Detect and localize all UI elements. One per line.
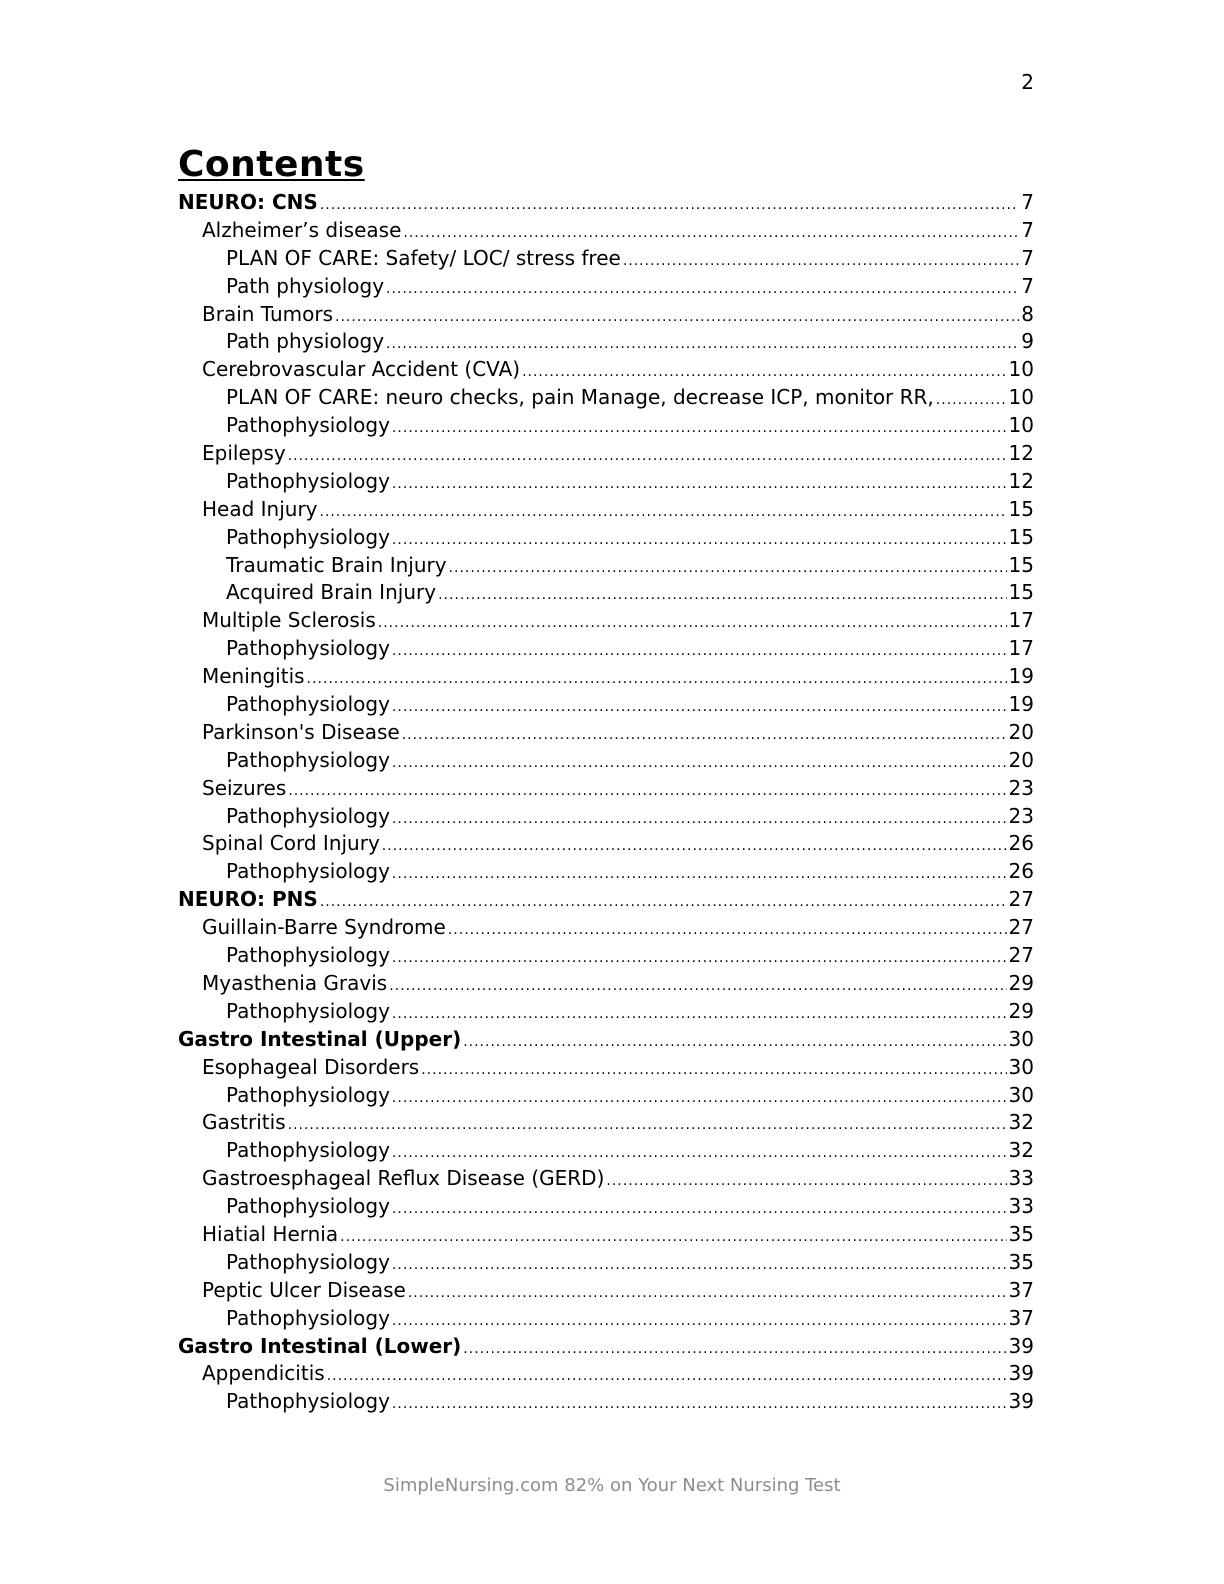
toc-entry-label: Traumatic Brain Injury <box>226 552 447 577</box>
toc-dot-leader <box>307 663 1007 691</box>
toc-entry-page: 10 <box>1008 357 1034 382</box>
toc-entry-label: Acquired Brain Injury <box>226 580 437 605</box>
toc-entry[interactable] <box>178 1333 1034 1361</box>
toc-entry[interactable] <box>178 1054 1034 1082</box>
toc-entry-page: 30 <box>1008 1082 1034 1107</box>
toc-dot-leader <box>392 468 1007 496</box>
toc-entry-page: 15 <box>1008 552 1034 577</box>
toc-dot-leader <box>402 719 1007 747</box>
toc-dot-leader <box>936 384 1007 412</box>
toc-dot-leader <box>392 1249 1007 1277</box>
toc-entry-label: Multiple Sclerosis <box>202 608 376 633</box>
toc-entry-page: 37 <box>1008 1305 1034 1330</box>
toc-entry-page: 7 <box>1021 245 1034 270</box>
toc-entry-page: 29 <box>1008 970 1034 995</box>
toc-entry[interactable] <box>178 1165 1034 1193</box>
toc-entry[interactable] <box>178 245 1034 273</box>
toc-dot-leader <box>320 189 1019 217</box>
toc-entry[interactable] <box>178 775 1034 803</box>
toc-entry-page: 33 <box>1008 1194 1034 1219</box>
toc-entry-page: 15 <box>1008 524 1034 549</box>
toc-dot-leader <box>392 1305 1007 1333</box>
toc-entry-page: 27 <box>1008 943 1034 968</box>
toc-entry-label: Pathophysiology <box>226 1138 390 1163</box>
toc-entry[interactable] <box>178 217 1034 245</box>
toc-entry-page: 7 <box>1021 190 1034 214</box>
toc-entry[interactable] <box>178 1193 1034 1221</box>
toc-entry[interactable] <box>178 858 1034 886</box>
toc-entry-label: Pathophysiology <box>226 692 390 717</box>
toc-entry-label: Pathophysiology <box>226 636 390 661</box>
toc-entry-label: Gastro Intestinal (Upper) <box>178 1026 462 1051</box>
toc-entry[interactable] <box>178 440 1034 468</box>
toc-entry-page: 26 <box>1008 859 1034 884</box>
toc-dot-leader <box>378 607 1007 635</box>
toc-dot-leader <box>392 1193 1007 1221</box>
toc-entry[interactable] <box>178 384 1034 412</box>
toc-dot-leader <box>386 273 1019 301</box>
toc-entry[interactable] <box>178 412 1034 440</box>
toc-entry-label: Pathophysiology <box>226 413 390 438</box>
toc-entry-page: 20 <box>1008 719 1034 744</box>
toc-dot-leader <box>408 1277 1007 1305</box>
toc-entry[interactable] <box>178 1360 1034 1388</box>
toc-entry[interactable] <box>178 914 1034 942</box>
toc-dot-leader <box>449 552 1007 580</box>
toc-entry[interactable] <box>178 273 1034 301</box>
toc-dot-leader <box>392 1388 1007 1416</box>
toc-entry-label: Pathophysiology <box>226 1389 390 1414</box>
toc-entry-page: 30 <box>1008 1026 1034 1051</box>
toc-entry-page: 15 <box>1008 496 1034 521</box>
toc-entry-label: Gastritis <box>202 1110 286 1135</box>
toc-entry-page: 17 <box>1008 636 1034 661</box>
toc-dot-leader <box>392 998 1007 1026</box>
toc-entry[interactable] <box>178 1305 1034 1333</box>
toc-entry-page: 8 <box>1021 301 1034 326</box>
toc-entry-label: Alzheimer’s disease <box>202 217 402 242</box>
toc-entry-page: 12 <box>1008 468 1034 493</box>
toc-entry-label: Pathophysiology <box>226 998 390 1023</box>
toc-entry[interactable] <box>178 998 1034 1026</box>
toc-entry-page: 10 <box>1008 385 1034 410</box>
toc-entry-label: Epilepsy <box>202 441 286 466</box>
toc-dot-leader <box>623 245 1019 273</box>
toc-entry[interactable] <box>178 1277 1034 1305</box>
toc-dot-leader <box>392 1137 1007 1165</box>
toc-entry-label: Pathophysiology <box>226 1082 390 1107</box>
toc-entry[interactable] <box>178 635 1034 663</box>
toc-dot-leader <box>382 830 1007 858</box>
toc-entry-page: 32 <box>1008 1110 1034 1135</box>
toc-entry-page: 27 <box>1008 887 1034 912</box>
toc-dot-leader <box>438 579 1006 607</box>
toc-dot-leader <box>448 914 1007 942</box>
toc-entry-page: 23 <box>1008 775 1034 800</box>
toc-entry[interactable] <box>178 301 1034 329</box>
toc-entry-page: 26 <box>1008 831 1034 856</box>
toc-entry[interactable] <box>178 747 1034 775</box>
toc-entry-page: 30 <box>1008 1054 1034 1079</box>
toc-entry-label: PLAN OF CARE: neuro checks, pain Manage, decrease ICP, monitor RR, <box>226 385 934 410</box>
toc-entry[interactable] <box>178 468 1034 496</box>
toc-dot-leader <box>320 886 1007 914</box>
toc-entry[interactable] <box>178 189 1034 217</box>
toc-entry-page: 7 <box>1021 217 1034 242</box>
toc-entry[interactable] <box>178 1388 1034 1416</box>
toc-entry-label: Pathophysiology <box>226 747 390 772</box>
toc-dot-leader <box>392 635 1007 663</box>
toc-entry-label: Pathophysiology <box>226 524 390 549</box>
toc-dot-leader <box>386 328 1019 356</box>
toc-entry-label: Gastroesphageal Reflux Disease (GERD) <box>202 1166 605 1191</box>
toc-entry-page: 12 <box>1008 441 1034 466</box>
toc-entry[interactable] <box>178 663 1034 691</box>
toc-entry-page: 39 <box>1008 1361 1034 1386</box>
toc-entry-label: Pathophysiology <box>226 943 390 968</box>
toc-entry-label: Esophageal Disorders <box>202 1054 420 1079</box>
toc-dot-leader <box>320 496 1007 524</box>
toc-entry[interactable] <box>178 1082 1034 1110</box>
toc-dot-leader <box>288 1109 1007 1137</box>
toc-entry[interactable] <box>178 1249 1034 1277</box>
toc-entry-page: 33 <box>1008 1166 1034 1191</box>
toc-entry-label: Pathophysiology <box>226 803 390 828</box>
toc-entry-label: Pathophysiology <box>226 859 390 884</box>
toc-entry-page: 39 <box>1008 1333 1034 1358</box>
toc-dot-leader <box>340 1221 1006 1249</box>
toc-entry-label: Pathophysiology <box>226 1305 390 1330</box>
toc-entry-label: Pathophysiology <box>226 1194 390 1219</box>
toc-entry-label: Path physiology <box>226 273 385 298</box>
toc-dot-leader <box>392 803 1007 831</box>
toc-entry-label: Brain Tumors <box>202 301 334 326</box>
toc-entry[interactable] <box>178 691 1034 719</box>
toc-dot-leader <box>392 858 1007 886</box>
toc-dot-leader <box>335 301 1019 329</box>
toc-entry[interactable] <box>178 552 1034 580</box>
toc-dot-leader <box>389 970 1006 998</box>
toc-entry-label: Myasthenia Gravis <box>202 970 388 995</box>
toc-entry-page: 27 <box>1008 915 1034 940</box>
toc-entry-page: 37 <box>1008 1277 1034 1302</box>
toc-entry-page: 7 <box>1021 273 1034 298</box>
toc-entry-label: Peptic Ulcer Disease <box>202 1277 406 1302</box>
toc-dot-leader <box>463 1026 1006 1054</box>
toc-entry[interactable] <box>178 886 1034 914</box>
table-of-contents <box>178 189 1034 1416</box>
toc-entry[interactable] <box>178 496 1034 524</box>
toc-entry[interactable] <box>178 719 1034 747</box>
toc-entry-page: 29 <box>1008 998 1034 1023</box>
toc-entry-label: NEURO: PNS <box>178 887 318 912</box>
toc-dot-leader <box>327 1360 1007 1388</box>
toc-entry-label: Pathophysiology <box>226 468 390 493</box>
toc-entry-page: 17 <box>1008 608 1034 633</box>
toc-entry[interactable] <box>178 1026 1034 1054</box>
toc-dot-leader <box>392 691 1007 719</box>
toc-entry-label: Meningitis <box>202 664 305 689</box>
toc-entry[interactable] <box>178 1137 1034 1165</box>
toc-dot-leader <box>392 1082 1007 1110</box>
toc-dot-leader <box>392 942 1007 970</box>
toc-entry[interactable] <box>178 803 1034 831</box>
toc-entry[interactable] <box>178 1109 1034 1137</box>
toc-entry-label: Pathophysiology <box>226 1249 390 1274</box>
toc-entry-label: Guillain-Barre Syndrome <box>202 915 446 940</box>
toc-entry-label: Appendicitis <box>202 1361 325 1386</box>
toc-entry-page: 35 <box>1008 1221 1034 1246</box>
toc-entry-label: Cerebrovascular Accident (CVA) <box>202 357 521 382</box>
toc-entry-page: 15 <box>1008 580 1034 605</box>
toc-entry-page: 20 <box>1008 747 1034 772</box>
toc-entry[interactable] <box>178 356 1034 384</box>
toc-dot-leader <box>403 217 1019 245</box>
toc-entry[interactable] <box>178 830 1034 858</box>
toc-entry[interactable] <box>178 579 1034 607</box>
toc-entry[interactable] <box>178 524 1034 552</box>
page-number: 2 <box>1021 70 1034 94</box>
toc-entry[interactable] <box>178 970 1034 998</box>
toc-entry-page: 10 <box>1008 413 1034 438</box>
toc-entry-label: Head Injury <box>202 496 318 521</box>
toc-entry-label: Path physiology <box>226 329 385 354</box>
toc-entry-label: Spinal Cord Injury <box>202 831 380 856</box>
toc-entry[interactable] <box>178 942 1034 970</box>
toc-entry-page: 19 <box>1008 692 1034 717</box>
toc-entry[interactable] <box>178 607 1034 635</box>
toc-entry-label: Parkinson's Disease <box>202 719 400 744</box>
toc-dot-leader <box>392 524 1007 552</box>
toc-dot-leader <box>522 356 1006 384</box>
toc-dot-leader <box>392 412 1007 440</box>
toc-dot-leader <box>392 747 1007 775</box>
toc-dot-leader <box>288 440 1007 468</box>
toc-entry-label: Seizures <box>202 775 287 800</box>
toc-dot-leader <box>606 1165 1006 1193</box>
toc-entry-label: PLAN OF CARE: Safety/ LOC/ stress free <box>226 245 621 270</box>
toc-dot-leader <box>421 1054 1006 1082</box>
toc-entry[interactable] <box>178 1221 1034 1249</box>
toc-entry-page: 9 <box>1021 329 1034 354</box>
contents-title: Contents <box>178 144 365 185</box>
toc-entry-page: 19 <box>1008 664 1034 689</box>
toc-dot-leader <box>288 775 1006 803</box>
toc-dot-leader <box>463 1333 1006 1361</box>
toc-entry-page: 35 <box>1008 1249 1034 1274</box>
toc-entry-page: 32 <box>1008 1138 1034 1163</box>
page-footer: SimpleNursing.com 82% on Your Next Nursing Test <box>383 1475 841 1496</box>
toc-entry-label: Hiatial Hernia <box>202 1221 339 1246</box>
toc-entry-label: NEURO: CNS <box>178 190 318 214</box>
toc-entry[interactable] <box>178 328 1034 356</box>
toc-entry-label: Gastro Intestinal (Lower) <box>178 1333 462 1358</box>
toc-entry-page: 39 <box>1008 1389 1034 1414</box>
toc-entry-page: 23 <box>1008 803 1034 828</box>
